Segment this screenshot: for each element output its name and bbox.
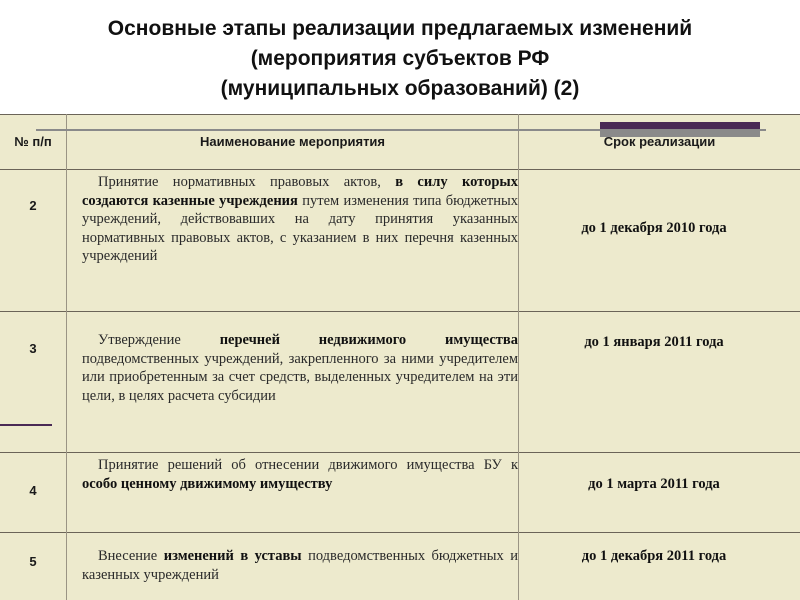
column-divider xyxy=(66,114,67,600)
header-name: Наименование мероприятия xyxy=(199,134,386,149)
description-text: Утверждение xyxy=(98,332,220,348)
measures-table xyxy=(0,114,800,600)
title-line-3: (муниципальных образований) (2) xyxy=(220,77,580,100)
decorative-left-rule xyxy=(0,424,52,426)
slide-title xyxy=(0,14,800,104)
description-emphasis: особо ценному движимому имуществу xyxy=(82,475,333,492)
row-description xyxy=(82,456,518,493)
header-number: № п/п xyxy=(14,134,52,149)
title-line-1: Основные этапы реализации предлагаемых изменений xyxy=(107,17,693,40)
description-text: Принятие нормативных правовых актов, xyxy=(98,174,396,190)
row-description xyxy=(82,173,518,266)
row-border xyxy=(0,452,800,453)
description-text: Внесение xyxy=(98,548,164,564)
row-term: до 1 января 2011 года xyxy=(584,334,724,350)
row-border xyxy=(0,532,800,533)
row-number: 2 xyxy=(29,198,37,213)
header-term: Срок реализации xyxy=(603,134,716,149)
row-description xyxy=(82,331,518,405)
row-border xyxy=(0,311,800,312)
description-text: подведомственных бюджетных и казенных учреждений xyxy=(82,548,519,583)
row-number: 4 xyxy=(29,483,37,498)
title-line-2: (мероприятия субъектов РФ xyxy=(250,47,550,70)
row-description xyxy=(82,547,518,584)
description-emphasis: перечней недвижимого имущества xyxy=(219,332,518,348)
header-row-border xyxy=(0,169,800,170)
row-term: до 1 декабря 2011 года xyxy=(581,548,727,564)
row-number: 3 xyxy=(29,341,37,356)
row-number: 5 xyxy=(29,554,37,569)
description-text: подведомственных учреждений, закрепленного за ними учредителем или приобретенным за счет средств, выделенных учредителем на эти цели, в целях расчета субсидии xyxy=(82,350,518,404)
description-text: Принятие решений об отнесении движимого имущества БУ к xyxy=(98,457,518,473)
row-term: до 1 марта 2011 года xyxy=(588,476,720,492)
description-emphasis: в силу которых создаются казенные учреждения xyxy=(82,174,518,209)
column-divider xyxy=(518,114,519,600)
description-emphasis: изменений в уставы xyxy=(163,548,302,564)
description-text: путем изменения типа бюджетных учреждений, действовавших на дату принятия указанных нормативных правовых актов, с указанием в них перечня казенных учреждений xyxy=(82,192,519,264)
row-term: до 1 декабря 2010 года xyxy=(581,220,727,236)
